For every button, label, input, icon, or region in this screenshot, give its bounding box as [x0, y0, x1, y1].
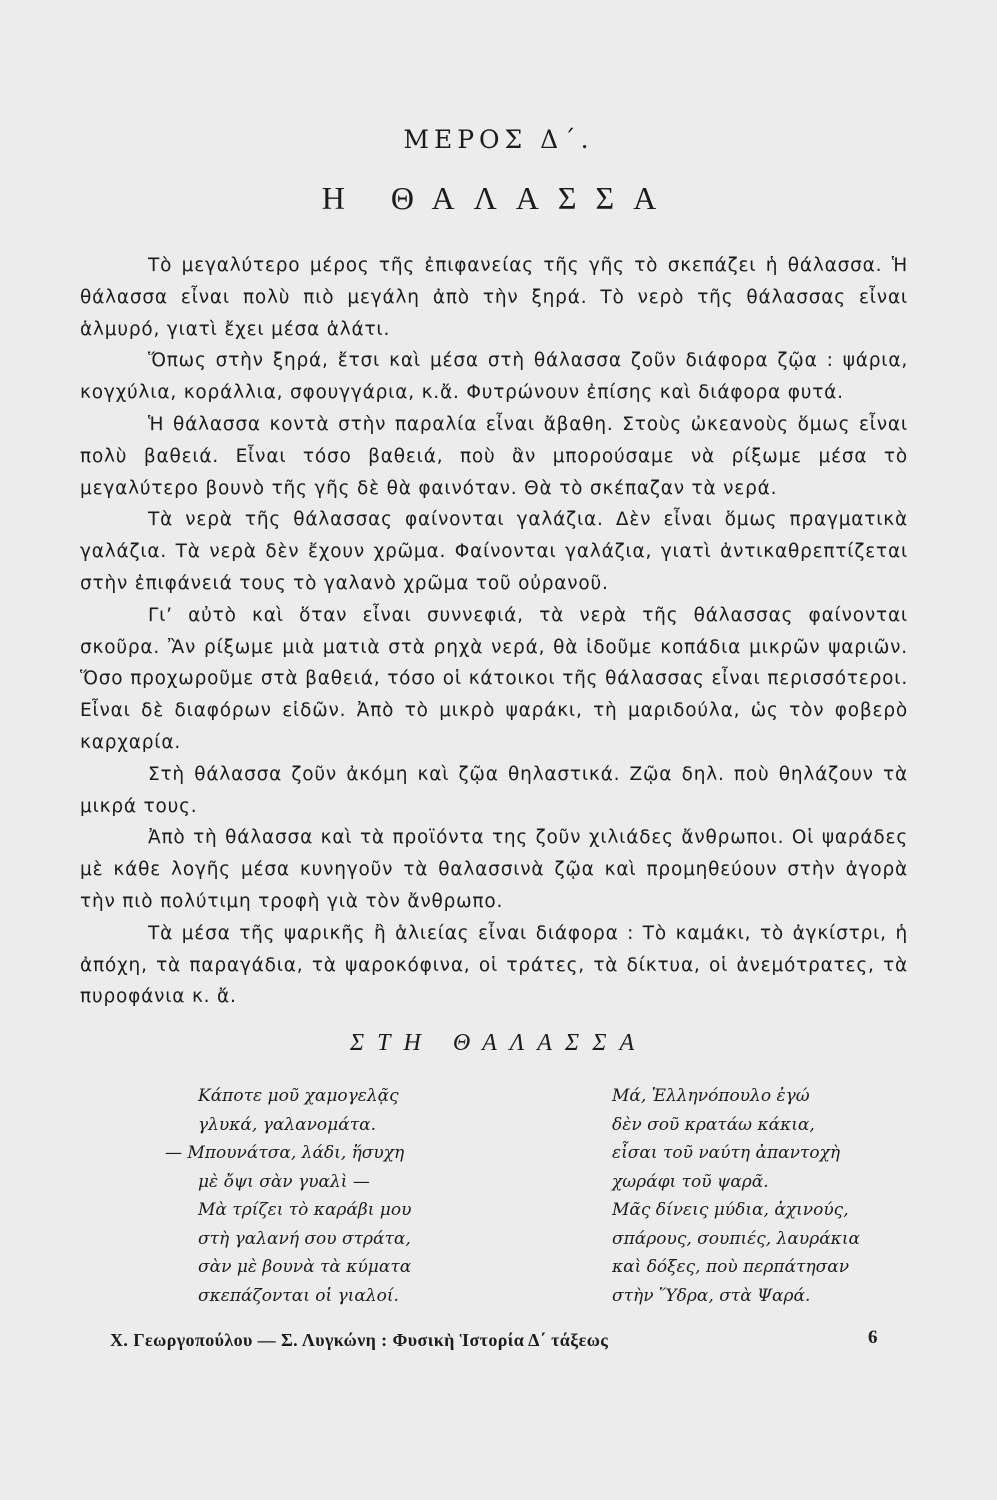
poem-line: σὰν μὲ βουνὰ τὰ κύματα	[198, 1257, 412, 1277]
paragraph: Ἡ θάλασσα κοντὰ στὴν παραλία εἶναι ἄβαθη. Στοὺς ὠκεανοὺς ὅμως εἶναι πολὺ βαθειά. Εἶναι τόσο βαθειά, ποὺ ἂν μπορούσαμε νὰ ρίξωμε μέσα τὸ μεγαλύτερο βουνὸ τῆς γῆς δὲ θὰ φαινόταν. Θὰ τὸ σκέπαζαν τὰ νερά.	[80, 413, 908, 499]
body-text	[80, 250, 908, 1013]
poem-line: Κάποτε μοῦ χαμογελᾷς	[198, 1086, 399, 1106]
poem-line: εἶσαι τοῦ ναύτη ἀπαντοχὴ	[612, 1143, 841, 1163]
poem-line: γλυκά, γαλανομάτα.	[198, 1114, 376, 1135]
poem-line: Μὰ τρίζει τὸ καράβι μου	[198, 1200, 412, 1220]
poem-line: Μᾶς δίνεις μύδια, ἀχινούς,	[612, 1200, 849, 1220]
paragraph: Ἀπὸ τὴ θάλασσα καὶ τὰ προϊόντα της ζοῦν χιλιάδες ἄνθρωποι. Οἱ ψαράδες μὲ κάθε λογῆς μέσα κυνηγοῦν τὰ θαλασσινὰ ζῷα καὶ προμηθεύουν στὴν ἀγορὰ τὴν πιὸ πολύτιμη τροφὴ γιὰ τὸν ἄνθρωπο.	[80, 827, 908, 912]
page-number: 6	[868, 1327, 878, 1348]
chapter-title: Η ΘΑΛΑΣΣΑ	[321, 180, 676, 216]
paragraph: Ὅπως στὴν ξηρά, ἔτσι καὶ μέσα στὴ θάλασσα ζοῦν διάφορα ζῷα : ψάρια, κογχύλια, κοράλλια, σφουγγάρια, κ.ἄ. Φυτρώνουν ἐπίσης καὶ διάφορα φυτά.	[80, 350, 908, 404]
paragraph: Στὴ θάλασσα ζοῦν ἀκόμη καὶ ζῷα θηλαστικά. Ζῷα δηλ. ποὺ θηλάζουν τὰ μικρά τους.	[80, 763, 908, 817]
paragraph: Τὰ μέσα τῆς ψαρικῆς ἢ ἁλιείας εἶναι διάφορα : Τὸ καμάκι, τὸ ἀγκίστρι, ἡ ἀπόχη, τὰ παραγάδια, τὰ ψαροκόφινα, οἱ τράτες, τὰ δίκτυα, οἱ ἀνεμότρατες, τὰ πυροφάνια κ. ἄ.	[80, 922, 908, 1008]
paragraph: Τὰ νερὰ τῆς θάλασσας φαίνονται γαλάζια. Δὲν εἶναι ὅμως πραγματικὰ γαλάζια. Τὰ νερὰ δὲν ἔχουν χρῶμα. Φαίνονται γαλάζια, γιατὶ ἀντικαθρεπτίζεται στὴν ἐπιφάνειά τους τὸ γαλανὸ χρῶμα τοῦ οὐρανοῦ.	[80, 509, 908, 594]
footer-citation: Χ. Γεωργοπούλου — Σ. Λυγκώνη : Φυσικὴ Ἱστορία Δ΄ τάξεως	[110, 1330, 609, 1350]
poem-line: σκεπάζονται οἱ γιαλοί.	[198, 1285, 399, 1306]
poem-line: Μά, Ἑλληνόπουλο ἐγώ	[612, 1086, 810, 1106]
paragraph: Τὸ μεγαλύτερο μέρος τῆς ἐπιφανείας τῆς γῆς τὸ σκεπάζει ἡ θάλασσα. Ἡ θάλασσα εἶναι πολὺ πιὸ μεγάλη ἀπὸ τὴν ξηρά. Τὸ νερὸ τῆς θάλασσας εἶναι ἁλμυρό, γιατὶ ἔχει μέσα ἁλάτι.	[80, 255, 908, 340]
poem-title: ΣΤΗ ΘΑΛΑΣΣΑ	[349, 1030, 648, 1056]
poem-line: χωράφι τοῦ ψαρᾶ.	[612, 1171, 769, 1192]
poem-line: — Μπουνάτσα, λάδι, ἥσυχη	[165, 1143, 405, 1163]
poem-left-stanza	[165, 1082, 485, 1310]
poem-right-stanza	[612, 1082, 912, 1310]
poem-line: καὶ δόξες, ποὺ περπάτησαν	[612, 1257, 850, 1277]
poem-line: στὴ γαλανή σου στράτα,	[198, 1228, 411, 1249]
poem-line: σπάρους, σουπιές, λαυράκια	[612, 1228, 860, 1249]
part-title: ΜΕΡΟΣ Δ΄.	[403, 125, 594, 154]
poem-line: δὲν σοῦ κρατάω κάκια,	[612, 1114, 815, 1135]
paragraph: Γι’ αὐτὸ καὶ ὅταν εἶναι συννεφιά, τὰ νερὰ τῆς θάλασσας φαίνονται σκοῦρα. Ἂν ρίξωμε μιὰ ματιὰ στὰ ρηχὰ νερά, θὰ ἰδοῦμε κοπάδια μικρῶν ψαριῶν. Ὅσο προχωροῦμε στὰ βαθειά, τόσο οἱ κάτοικοι τῆς θάλασσας εἶναι περισσότεροι. Εἶναι δὲ διαφόρων εἰδῶν. Ἀπὸ τὸ μικρὸ ψαράκι, τὴ μαριδούλα, ὡς τὸν φοβερὸ καρχαρία.	[80, 604, 908, 753]
poem-line: μὲ ὄψι σὰν γυαλὶ —	[198, 1171, 370, 1192]
poem-line: στὴν Ὕδρα, στὰ Ψαρά.	[612, 1285, 811, 1306]
